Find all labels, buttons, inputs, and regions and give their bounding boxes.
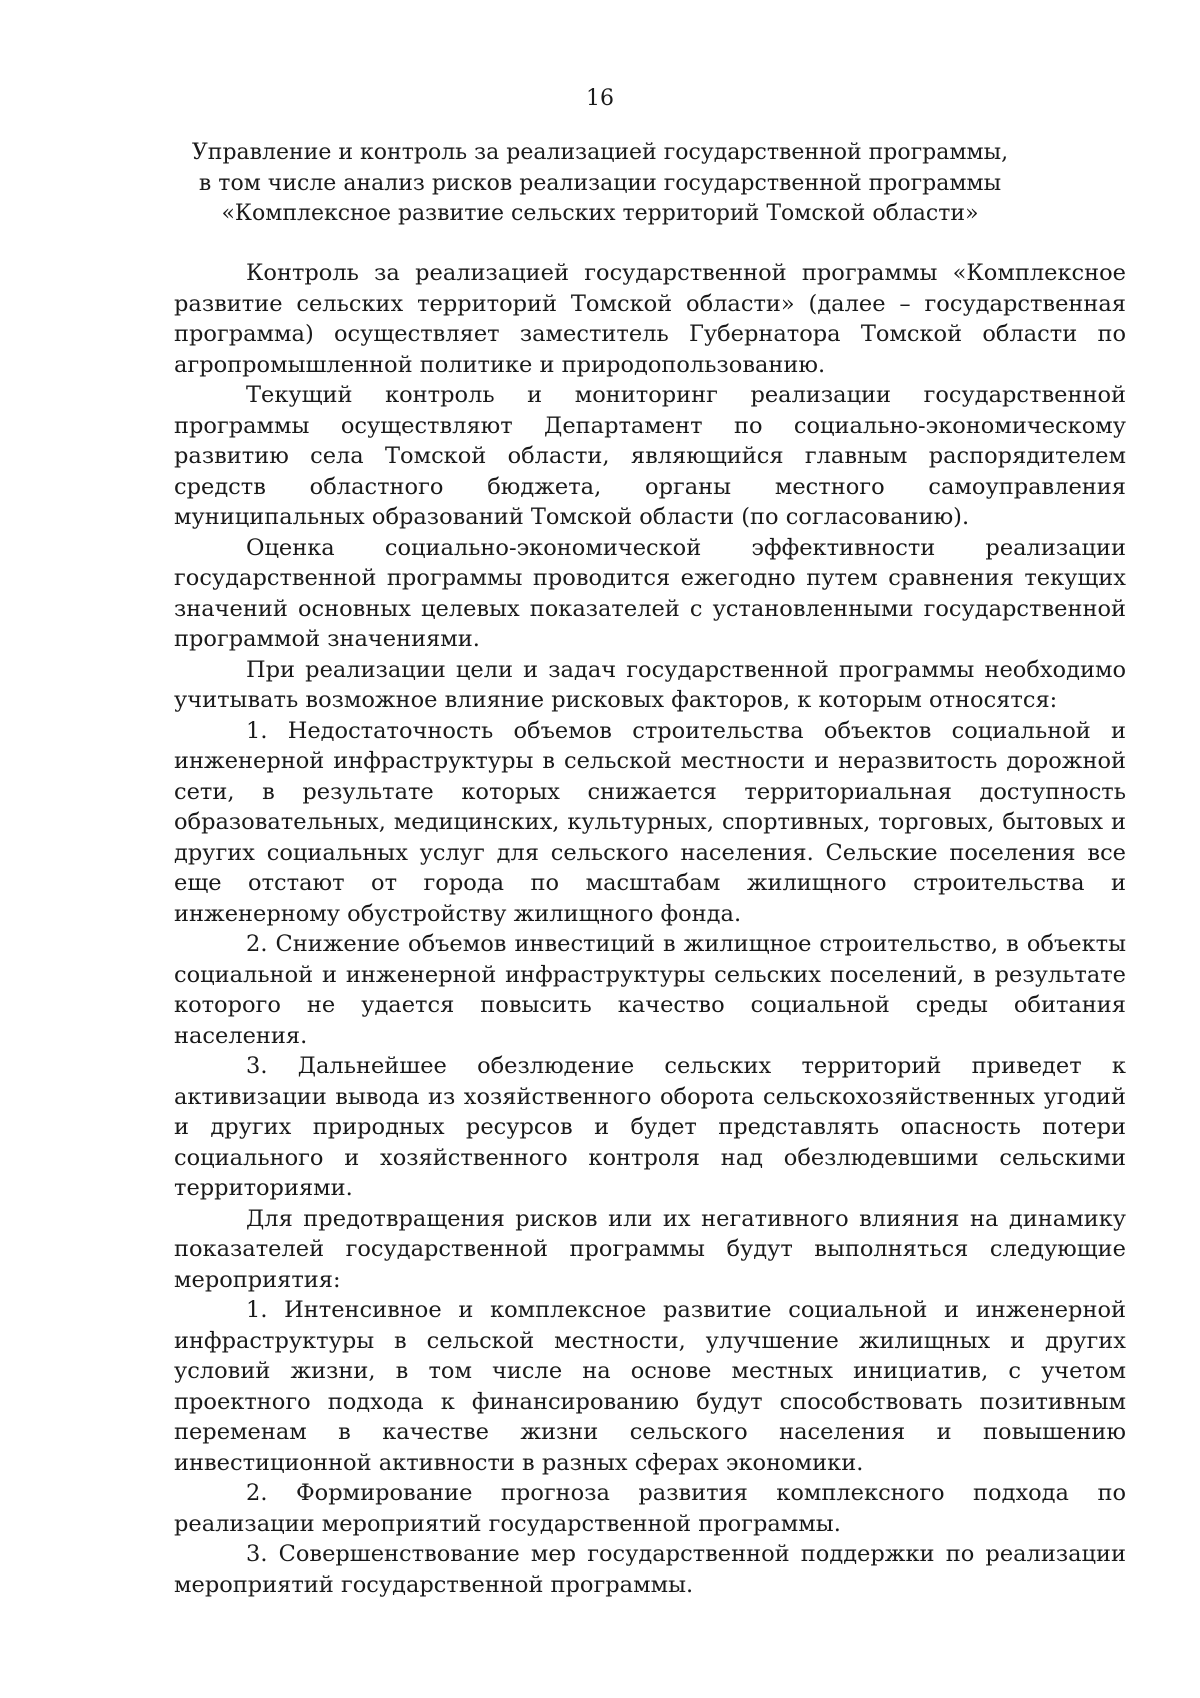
risk-item-1: 1. Недостаточность объемов строительства объектов социальной и инженерной инфраструктуры в сельской местности и неразвитость дорожной сети, в результате которых снижается территориальная доступность образовательных, медицинских, культурных, спортивных, торговых, бытовых и других социальных услуг для сельского населения. Сельские поселения все еще отстают от города по масштабам жилищного строительства и инженерному обустройству жилищного фонда. (174, 717, 1126, 927)
paragraph-risk-intro: При реализации цели и задач государственной программы необходимо учитывать возможное влияние рисковых факторов, к которым относятся: (174, 656, 1126, 713)
section-heading (150, 138, 1050, 230)
document-body (174, 258, 1126, 1600)
risk-item-2: 2. Снижение объемов инвестиций в жилищное строительство, в объекты социальной и инженерной инфраструктуры сельских поселений, в результате которого не удается повысить качество социальной среды обитания населения. (174, 931, 1126, 1049)
paragraph-monitoring: Текущий контроль и мониторинг реализации государственной программы осуществляют Департамент по социально-экономическому развитию села Томской области, являющийся главным распорядителем средств областного бюджета, органы местного самоуправления муниципальных образований Томской области (по согласованию). (174, 382, 1126, 530)
measure-item-2: 2. Формирование прогноза развития комплексного подхода по реализации мероприятий государственной программы. (174, 1480, 1126, 1537)
risk-item-3: 3. Дальнейшее обезлюдение сельских территорий приведет к активизации вывода из хозяйственного оборота сельскохозяйственных угодий и других природных ресурсов и будет представлять опасность потери социального и хозяйственного контроля над обезлюдевшими сельскими территориями. (174, 1053, 1126, 1201)
paragraph-control: Контроль за реализацией государственной программы «Комплексное развитие сельских территорий Томской области» (далее – государственная программа) осуществляет заместитель Губернатора Томской области по агропромышленной политике и природопользованию. (174, 260, 1126, 378)
heading-line: «Комплексное развитие сельских территорий Томской области» (221, 201, 979, 226)
paragraph-measures-intro: Для предотвращения рисков или их негативного влияния на динамику показателей государственной программы будут выполняться следующие мероприятия: (174, 1205, 1126, 1293)
measure-item-3: 3. Совершенствование мер государственной поддержки по реализации мероприятий государственной программы. (174, 1541, 1126, 1598)
measure-item-1: 1. Интенсивное и комплексное развитие социальной и инженерной инфраструктуры в сельской местности, улучшение жилищных и других условий жизни, в том числе на основе местных инициатив, с учетом проектного подхода к финансированию будут способствовать позитивным переменам в качестве жизни сельского населения и повышению инвестиционной активности в разных сферах экономики. (174, 1297, 1126, 1476)
heading-line: Управление и контроль за реализацией государственной программы, (191, 140, 1009, 165)
heading-line: в том числе анализ рисков реализации государственной программы (198, 170, 1002, 196)
paragraph-evaluation: Оценка социально-экономической эффективности реализации государственной программы проводится ежегодно путем сравнения текущих значений основных целевых показателей с установленными государственной программой значениями. (174, 534, 1126, 652)
page-number: 16 (586, 86, 614, 111)
